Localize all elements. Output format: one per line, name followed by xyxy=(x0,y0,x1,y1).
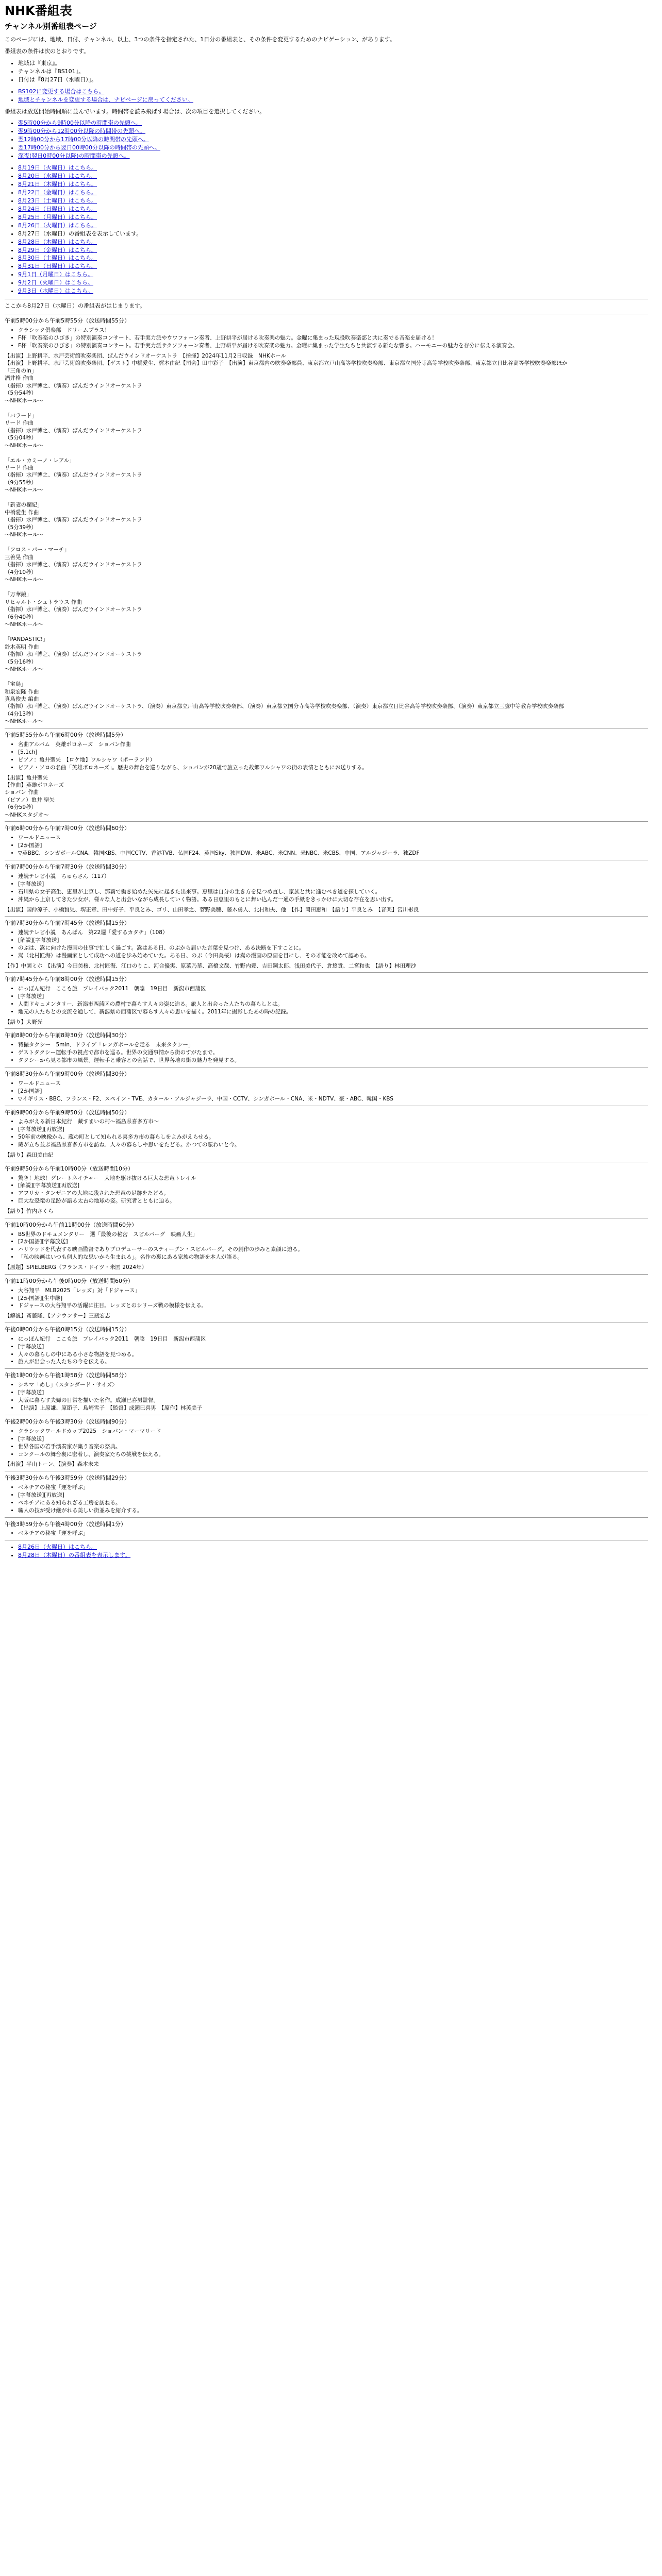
list-item xyxy=(18,270,648,279)
date-link[interactable]: 9月1日（月曜日）はこちら。 xyxy=(18,271,93,278)
list-item xyxy=(18,1551,648,1560)
list-item xyxy=(18,230,648,238)
date-link[interactable]: 8月28日（木曜日）はこちら。 xyxy=(18,238,97,245)
program-description: 【出演】国仲涼子、小橋賢児、堺正章、田中好子、平良とみ、ゴリ、山田孝之、菅野美穂、藤木勇人、北村和夫、他 【作】岡田惠和 【語り】平良とみ 【音楽】宮川彬良 xyxy=(5,906,419,913)
program-bullet: • BS世界のドキュメンタリー 選「最後の秘密 スピルバーグ 映画人生」 xyxy=(18,1231,648,1239)
program-details xyxy=(5,1381,648,1412)
program-time: 午後3時30分から午後3時59分（放送時間29分） xyxy=(5,1474,130,1481)
list-item xyxy=(18,127,648,135)
program-details xyxy=(5,1041,648,1064)
footer-date-link[interactable]: 8月28日（木曜日）の番組表を表示します。 xyxy=(18,1552,131,1559)
program-bullet: • ▽英BBC、シンガポールCNA、韓国KBS、中国CCTV、香港TVB、仏国F24、英国Sky、独国DW、米ABC、米CNN、米NBC、米CBS、中国、アルジャジーラ、独ZDF xyxy=(18,850,648,857)
program-bullet: • 蔵が立ち並ぶ福島県喜多方市を訪ね、人々の暮らしや思いをたどる。かつての賑わいと今。 xyxy=(18,1141,648,1149)
program-bullet: • [解説][字幕放送][再放送] xyxy=(18,1182,648,1190)
list-item xyxy=(18,144,648,152)
program-time: 午前8時00分から午前8時30分（放送時間30分） xyxy=(5,1032,130,1039)
program-bullet: • F杯「吹奏楽のひびき」の特別演奏コンサート。若手実力派サクソフォーン奏者、上野耕平が届ける吹奏楽の魅力。金曜に集まった学生たちと共演する新たな響き。ハーモニーの魅力を存分に伝える演奏会。 xyxy=(18,342,648,350)
divider xyxy=(5,821,648,822)
divider xyxy=(5,1028,648,1029)
program-time: 午前6時00分から午前7時00分（放送時間60分） xyxy=(5,825,130,832)
list-item xyxy=(18,279,648,287)
program-bullets xyxy=(5,1231,648,1262)
back-to-nav-link[interactable]: 地域とチャンネルを変更する場合は、ナビページに戻ってください。 xyxy=(18,96,193,103)
program-description: 【出演】上野耕平、水戸芸術館吹奏楽団、ぱんだウインドオーケストラ 【指揮】2024年11月2日収録 NHKホール 【出演】上野耕平、水戸芸術館吹奏楽団、【ゲスト】中橋愛生、梶本由紀【司会】田中彩子 【出演】東京都内の吹奏楽部員、東京都立戸山高等学校吹奏楽部、東京都立国分寺高等学校吹奏楽部、東京都立日比谷高等学校吹奏楽部ほか 「三角のIn」 酒井格 作曲 （指揮）水戸博之、（演奏）ぱんだウインドオーケストラ （5分54秒） 〜NHKホール〜 「バラード」 リード 作曲 （指揮）水戸博之、（演奏）ぱんだウインドオーケストラ （5分04秒） 〜NHKホール〜 「エル・カミーノ・レアル」 リード 作曲 （指揮）水戸博之、（演奏）ぱんだウインドオーケストラ （9分55秒） 〜NHKホール〜 「新妻の欄妃」 中橋愛生 作曲 （指揮）水戸博之、（演奏）ぱんだウインドオーケストラ （5分39秒） 〜NHKホール〜 「フロス・パー・マーチ」 三善晃 作曲 （指揮）水戸博之、（演奏）ぱんだウインドオーケストラ （4分10秒） 〜NHKホール〜 「万華鏡」 リヒャルト・シュトラウス 作曲 （指揮）水戸博之、（演奏）ぱんだウインドオーケストラ （6分40秒） 〜NHKホール〜 「PANDASTIC!」 鈴木英明 作曲 （指揮）水戸博之、（演奏）ぱんだウインドオーケストラ （5分16秒） 〜NHKホール〜 「宝島」 和泉宏隆 作曲 真島俊夫 編曲 （指揮）水戸博之、（演奏）ぱんだウインドオーケストラ、（演奏）東京都立戸山高等学校吹奏楽部、（演奏）東京都立国分寺高等学校吹奏楽部、（演奏）東京都立日比谷高等学校吹奏楽部、（演奏）東京都立三鷹中等教育学校吹奏楽部 （4分13秒） 〜NHKホール〜 xyxy=(5,352,568,725)
program-description: 【語り】大野光 xyxy=(5,1019,43,1025)
program-bullet: • [2か国語][字幕放送] xyxy=(18,1238,648,1246)
program-entry xyxy=(5,1277,648,1323)
program-bullet: • [解説][字幕放送] xyxy=(18,937,648,944)
date-link[interactable]: 8月29日（金曜日）はこちら。 xyxy=(18,246,97,253)
nav-heading: 番組表は放送開始時間順に並んでいます。時間帯を読み飛ばす場合は、次の項目を選択してください。 xyxy=(5,108,266,115)
date-link[interactable]: 8月21日（木曜日）はこちら。 xyxy=(18,181,97,188)
program-bullet: • 驚き！地球！グレートネイチャー 大地を駆け抜ける巨大な恐竜トレイル xyxy=(18,1175,648,1182)
program-bullet: • [字幕放送] xyxy=(18,1435,648,1443)
program-bullets xyxy=(5,1530,648,1537)
program-details xyxy=(5,741,648,819)
list-item xyxy=(18,213,648,222)
list-item xyxy=(18,152,648,160)
program-details xyxy=(5,1428,648,1468)
program-entry xyxy=(5,1109,648,1162)
program-entry xyxy=(5,824,648,860)
program-bullets xyxy=(5,834,648,857)
condition-change-links xyxy=(5,88,648,104)
program-details xyxy=(5,1287,648,1320)
list-item xyxy=(18,246,648,255)
program-entry xyxy=(5,975,648,1029)
date-link[interactable]: 8月24日（日曜日）はこちら。 xyxy=(18,205,97,212)
date-link[interactable]: 8月23日（土曜日）はこちら。 xyxy=(18,197,97,204)
program-bullet: • ベネチアの秘宝「運を呼ぶ」 xyxy=(18,1484,648,1492)
program-description: 【出演】亀井聖矢 【作曲】英雄ポロネーズ ショパン 作曲 （ピアノ）亀井 聖矢 （6分59秒） 〜NHKスタジオ〜 xyxy=(5,774,64,818)
time-jump-links xyxy=(5,119,648,160)
program-bullets xyxy=(5,1381,648,1412)
divider xyxy=(5,972,648,973)
program-bullet: • 大阪に暮らす夫婦の日常を描いた名作。成瀬巳喜男監督。 xyxy=(18,1397,648,1404)
program-bullet: • にっぽん紀行 ここも旅 ブレイバック2011 朝陰 19日目 新潟市西蒲区 xyxy=(18,1335,648,1343)
change-channel-link[interactable]: BS102に変更する場合はこちら。 xyxy=(18,88,105,95)
program-bullet: • ワールドニュース xyxy=(18,1080,648,1088)
program-bullets xyxy=(5,1118,648,1149)
program-bullet: • [2か国語][生中継] xyxy=(18,1295,648,1302)
program-bullet: • クラシックワールドカップ2025 ショパン・マーマリード xyxy=(18,1428,648,1435)
program-bullet: • タクシーから見る都市の風景。運転手と乗客との会話で、世界各地の街の魅力を発見する。 xyxy=(18,1057,648,1064)
time-jump-link[interactable]: 翌17時00分から翌日00時00分以降の時間帯の先頭へ。 xyxy=(18,144,160,151)
program-entry xyxy=(5,1031,648,1067)
page-title: NHK番組表 xyxy=(5,4,72,18)
program-bullets xyxy=(5,1428,648,1459)
condition-region: • 地域は『東京』。 xyxy=(18,59,648,67)
program-description: 【解説】斎藤隆、【アナウンサー】三瓶宏志 xyxy=(5,1313,110,1319)
program-bullet: • [字幕放送][再放送] xyxy=(18,1492,648,1499)
date-links xyxy=(5,164,648,295)
program-time: 午前5時00分から午前5時55分（放送時間55分） xyxy=(5,317,130,325)
program-bullets xyxy=(5,985,648,1016)
divider xyxy=(5,1368,648,1369)
program-bullet: • [字幕放送] xyxy=(18,1389,648,1397)
program-time: 午前7時00分から午前7時30分（放送時間30分） xyxy=(5,863,130,871)
list-item xyxy=(18,238,648,246)
program-time: 午前9時50分から午前10時00分（放送時間10分） xyxy=(5,1165,134,1172)
program-details xyxy=(5,1231,648,1272)
program-description: 【語り】森田美由紀 xyxy=(5,1152,54,1159)
program-bullet: • ゲストタクシー運転手の視点で都市を巡る。世界の交通事情から街のすがたまで。 xyxy=(18,1049,648,1057)
program-bullet: • F杯「吹奏楽のひびき」の特別演奏コンサート、若手実力派やウワフォーン奏者、上野耕平が届ける吹奏楽の魅力。金曜に集まった現役吹奏楽部と共に奏でる音楽を届ける！ xyxy=(18,334,648,342)
program-description: 【作】中園ミホ 【出演】今田美桜、北村匠海、江口のりこ、河合優実、原菜乃華、高橋文哉、竹野内豊、吉田鋼太郎、浅田美代子、倉悠貴、二宮和也 【語り】林田理沙 xyxy=(5,962,416,969)
footer-date-link[interactable]: 8月26日（火曜日）はこちら。 xyxy=(18,1544,97,1551)
program-time: 午前8時30分から午前9時00分（放送時間30分） xyxy=(5,1070,130,1077)
page-intro: このページには、地域、日付、チャンネル、以上、3つの条件を指定された、1日分の番組表と、その条件を変更するためのナビゲーション、があります。 xyxy=(5,36,396,43)
program-time: 午後0時00分から午後0時15分（放送時間15分） xyxy=(5,1326,130,1333)
program-details xyxy=(5,873,648,913)
program-list xyxy=(5,317,648,1540)
time-jump-link[interactable]: 翌5時00分から9時00分以降の時間帯の先頭へ。 xyxy=(18,120,142,127)
program-bullets xyxy=(5,1041,648,1064)
program-bullet: • ▽イギリス・BBC、フランス・F2、スペイン・TVE、カタール・アルジャジーラ、中国・CCTV、シンガポール・CNA、米・NDTV、豪・ABC、韓国・KBS xyxy=(18,1095,648,1103)
divider xyxy=(5,1274,648,1275)
program-bullet: • [字幕放送][再放送] xyxy=(18,1126,648,1133)
program-entry xyxy=(5,1418,648,1471)
program-bullet: • 人間ドキュメンタリー、新潟市西蒲区の農村で暮らす人々の姿に迫る。旅人と出会った人たちの暮らしとは。 xyxy=(18,1001,648,1008)
program-bullet: • ピアノ・ソロの名曲「英雄ポロネーズ」。歴史の舞台を巡りながら、ショパンが20歳で旅立った故郷ワルシャワの街の表情とともにお送りする。 xyxy=(18,764,648,772)
program-description: 【原題】SPIELBERG（フランス・ドイツ・米国 2024年） xyxy=(5,1264,147,1271)
date-link[interactable]: 9月2日（火曜日）はこちら。 xyxy=(18,279,93,286)
list-item xyxy=(18,262,648,270)
date-link[interactable]: 8月25日（月曜日）はこちら。 xyxy=(18,213,97,221)
date-link[interactable]: 8月19日（火曜日）はこちら。 xyxy=(18,164,97,172)
program-bullet: • ピアノ：亀井聖矢 【ロケ地】ワルシャワ（ポーランド） xyxy=(18,756,648,764)
program-bullet: • 大谷翔平 MLB2025「レッズ」対「ドジャース」 xyxy=(18,1287,648,1295)
program-bullet: • 地元の人たちとの交流を通して、新潟県の西蒲区で暮らす人々の思いを描く。2011年に撮影したあの時の記録。 xyxy=(18,1008,648,1016)
program-bullet: • 嵩（北村匠海）は漫画家として成功への道を歩み始めていた。ある日、のぶ（今田美桜）は嵩の漫画の原画を目にし、その才能を改めて認める。 xyxy=(18,952,648,960)
date-link[interactable]: 9月3日（水曜日）はこちら。 xyxy=(18,287,93,295)
time-jump-link[interactable]: 深夜(翌日0時00分以降)の時間帯の先頭へ。 xyxy=(18,152,130,160)
program-time: 午前5時55分から午前6時00分（放送時間5分） xyxy=(5,731,126,738)
list-item xyxy=(18,1543,648,1551)
program-bullets xyxy=(5,1335,648,1366)
program-bullet: • 50年前の映像から、蔵の町として知られる喜多方市の暮らしをよみがえらせる。 xyxy=(18,1133,648,1141)
date-link[interactable]: 8月31日（日曜日）はこちら。 xyxy=(18,263,97,270)
program-details xyxy=(5,1080,648,1103)
program-bullet: • [字幕放送] xyxy=(18,1343,648,1351)
program-details xyxy=(5,1335,648,1366)
program-bullet: • 巨大な恐竜の足跡が語る太古の地球の姿。研究者とともに迫る。 xyxy=(18,1197,648,1205)
program-bullet: • [字幕放送] xyxy=(18,993,648,1001)
program-bullet: • ベネチアにある知られざる工房を訪ねる。 xyxy=(18,1499,648,1507)
program-bullet: • コンクールの舞台裏に密着し、演奏家たちの挑戦を伝える。 xyxy=(18,1451,648,1459)
program-bullet: • シネマ「めし」〈スタンダード・サイズ〉 xyxy=(18,1381,648,1389)
program-bullet: • 連続テレビ小説 あんぱん 第22週「愛するカタチ」（108） xyxy=(18,929,648,937)
program-entry xyxy=(5,1474,648,1518)
list-item xyxy=(18,180,648,189)
program-description: 【出演】平山トーン、【演奏】森本未来 xyxy=(5,1461,99,1468)
program-bullet: • 石川県の女子高生、恵里が上京し、那覇で働き始めた矢先に起きた出来事。恵里は自分の生き方を見つめ直し、家族と共に進むべき道を探していく。 xyxy=(18,888,648,896)
program-time: 午後1時00分から午後1時58分（放送時間58分） xyxy=(5,1372,130,1379)
program-bullet: • よみがえる新日本紀行 藏すまいの村〜福島県喜多方市〜 xyxy=(18,1118,648,1126)
program-entry xyxy=(5,1221,648,1275)
program-description: 【語り】竹内さくら xyxy=(5,1208,54,1215)
program-bullet: • ドジャースの大谷翔平の活躍に注目。レッズとのシリーズ戦の模様を伝える。 xyxy=(18,1302,648,1310)
program-details xyxy=(5,834,648,857)
list-item xyxy=(18,164,648,172)
list-item xyxy=(18,222,648,230)
program-bullet: • 「私の映画はいつも個人的な思いから生まれる」。名作の裏にある家族の物語を本人が語る。 xyxy=(18,1253,648,1261)
program-details xyxy=(5,1175,648,1215)
program-time: 午前7時45分から午前8時00分（放送時間15分） xyxy=(5,976,130,983)
program-entry xyxy=(5,1371,648,1415)
list-item xyxy=(18,205,648,213)
program-bullet: • 名曲アルバム 英雄ポロネーズ ショパン作曲 xyxy=(18,741,648,749)
program-bullet: • のぶは、嵩に向けた漫画の仕事で忙しく過ごす。嵩はある日、のぶから届いた言葉を見つけ、ある決断を下すことに。 xyxy=(18,944,648,952)
program-bullet: • 旅人が出会った人たちの今を伝える。 xyxy=(18,1358,648,1366)
page-bottom-spacer xyxy=(5,1563,648,1567)
program-bullet: • 【出演】上原謙、原節子、島崎雪子 【監督】成瀬巳喜男 【原作】林芙美子 xyxy=(18,1404,648,1412)
program-bullet: • クラシック倶楽部 ドリームプラス！ xyxy=(18,327,648,334)
program-time: 午前11時00分から午後0時00分（放送時間60分） xyxy=(5,1277,134,1284)
program-bullet: • 世界各国の若手演奏家が集う音楽の祭典。 xyxy=(18,1443,648,1451)
footer-date-links xyxy=(5,1543,648,1560)
program-entry xyxy=(5,1070,648,1106)
date-link-current: 8月27日（水曜日）の番組表を表示しています。 xyxy=(18,230,142,237)
program-bullets xyxy=(5,1080,648,1103)
program-bullet: • [字幕放送] xyxy=(18,880,648,888)
program-bullet: • 職人の技が受け継がれる美しい街並みを紹介する。 xyxy=(18,1507,648,1515)
program-time: 午後3時59分から午後4時00分（放送時間1分） xyxy=(5,1520,126,1528)
program-entry xyxy=(5,731,648,822)
program-bullet: • [2か国語] xyxy=(18,1088,648,1095)
program-entry xyxy=(5,863,648,917)
list-item xyxy=(18,197,648,205)
condition-channel: • チャンネルは『BS101』。 xyxy=(18,67,648,76)
program-details xyxy=(5,1484,648,1515)
divider xyxy=(5,1517,648,1518)
program-bullets xyxy=(5,929,648,960)
program-entry xyxy=(5,1165,648,1218)
program-bullet: • 沖縄から上京してきた少女が、様々な人と出会いながら成長していく物語。ある日恵里のもとに舞い込んだ一通の手紙をきっかけに大切な存在を思い出す。 xyxy=(18,896,648,904)
list-item xyxy=(18,119,648,127)
date-link[interactable]: 8月20日（水曜日）はこちら。 xyxy=(18,173,97,180)
program-entry xyxy=(5,1326,648,1369)
program-bullet: • アフリカ・タンザニアの大地に残された恐竜の足跡をたどる。 xyxy=(18,1190,648,1197)
listing-heading: ここから8月27日（水曜日）の番組表がはじまります。 xyxy=(5,302,146,310)
program-bullets xyxy=(5,1484,648,1515)
program-details xyxy=(5,1118,648,1159)
list-item xyxy=(18,135,648,144)
program-bullet: • にっぽん紀行 ここも旅 ブレイバック2011 朝陰 19日目 新潟市西蒲区 xyxy=(18,985,648,993)
program-time: 午前9時00分から午前9時50分（放送時間50分） xyxy=(5,1109,130,1116)
program-time: 午前7時30分から午前7時45分（放送時間15分） xyxy=(5,920,130,927)
program-entry xyxy=(5,317,648,728)
program-details xyxy=(5,985,648,1026)
program-bullet: • [2か国語] xyxy=(18,842,648,850)
program-bullet: • ベネチアの秘宝「運を呼ぶ」 xyxy=(18,1530,648,1537)
time-jump-link[interactable]: 翌12時00分から17時00分以降の時間帯の先頭へ。 xyxy=(18,136,149,143)
date-link[interactable]: 8月26日（火曜日）はこちら。 xyxy=(18,222,97,229)
divider xyxy=(5,916,648,917)
program-bullet: • ワールドニュース xyxy=(18,834,648,842)
program-bullets xyxy=(5,741,648,772)
date-link[interactable]: 8月30日（土曜日）はこちら。 xyxy=(18,255,97,262)
list-item xyxy=(18,287,648,295)
program-bullets xyxy=(5,1287,648,1310)
list-item xyxy=(18,254,648,262)
program-details xyxy=(5,327,648,725)
condition-date: • 日付は『8月27日（水曜日）』。 xyxy=(18,76,648,84)
page-subtitle: チャンネル別番組表ページ xyxy=(5,22,97,31)
program-bullets xyxy=(5,1175,648,1206)
program-bullet: • [5.1ch] xyxy=(18,749,648,756)
conditions-list xyxy=(5,59,648,84)
program-bullets xyxy=(5,873,648,904)
program-time: 午前10時00分から午前11時00分（放送時間60分） xyxy=(5,1221,137,1228)
program-details xyxy=(5,1530,648,1537)
date-link[interactable]: 8月22日（金曜日）はこちら。 xyxy=(18,189,97,196)
program-bullet: • 連続テレビ小説 ちゅらさん（117） xyxy=(18,873,648,880)
program-entry xyxy=(5,919,648,973)
time-jump-link[interactable]: 翌9時00分から12時00分以降の時間帯の先頭へ。 xyxy=(18,128,145,135)
program-time: 午後2時00分から午後3時30分（放送時間90分） xyxy=(5,1418,130,1425)
program-entry xyxy=(5,1520,648,1541)
program-bullet: • 特撮タクシー 5min．ドライブ「レンガポールを走る 未来タクシー」 xyxy=(18,1041,648,1049)
program-bullet: • 人々の暮らしの中にある小さな物語を見つめる。 xyxy=(18,1351,648,1359)
program-details xyxy=(5,929,648,970)
list-item xyxy=(18,189,648,197)
program-bullet: • ハリウッドを代表する映画監督でありプロデューサーのスティーブン・スピルバーグ。その創作の歩みと素顔に迫る。 xyxy=(18,1246,648,1253)
program-bullets xyxy=(5,327,648,350)
conditions-heading: 番組表の条件は次のとおりです。 xyxy=(5,47,90,55)
list-item xyxy=(18,172,648,180)
